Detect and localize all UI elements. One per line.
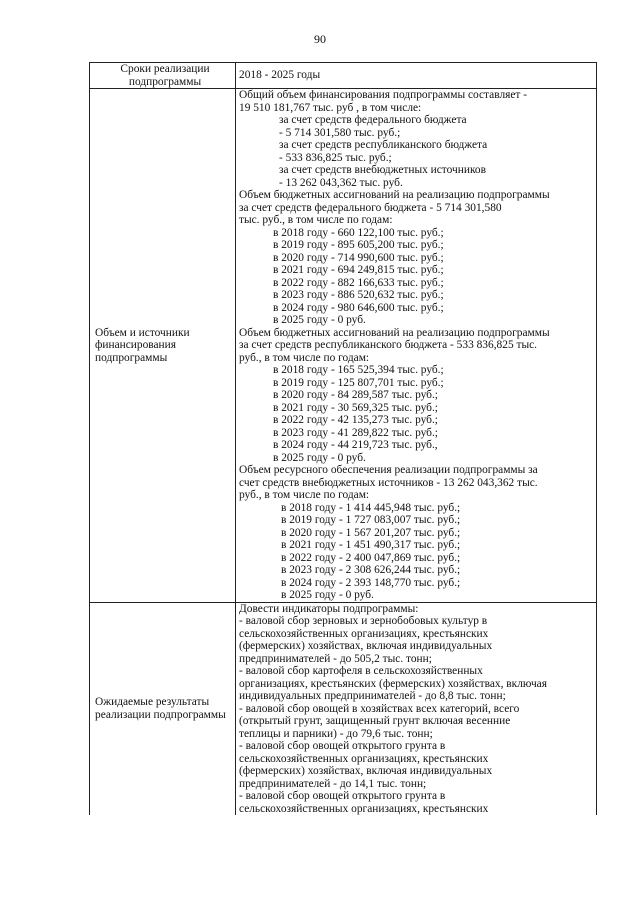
funding-text-line: в 2021 году - 30 569,325 тыс. руб.;	[273, 401, 438, 414]
funding-text-line: в 2023 году - 41 289,822 тыс. руб.;	[273, 426, 438, 439]
funding-text-line: в 2022 году - 2 400 047,869 тыс. руб.;	[281, 551, 461, 564]
funding-text-line: в 2021 году - 1 451 490,317 тыс. руб.;	[281, 539, 461, 551]
funding-text-line: в 2019 году - 1 727 083,007 тыс. руб.;	[281, 514, 461, 526]
results-text-line: сельскохозяйственных организациях, крестьянских	[239, 802, 489, 815]
table-row-terms	[90, 63, 597, 89]
funding-text-line: за счет средств республиканского бюджета	[279, 139, 488, 151]
subprogram-passport-table	[89, 62, 597, 815]
funding-text-line: в 2018 году - 1 414 445,948 тыс. руб.;	[281, 501, 461, 514]
results-label: Ожидаемые результаты реализации подпрограммы	[90, 602, 236, 815]
terms-label: Сроки реализации подпрограммы	[90, 63, 236, 89]
funding-text-line: Общий объем финансирования подпрограммы составляет -	[239, 89, 528, 101]
results-text-line: Довести индикаторы подпрограммы:	[239, 602, 419, 615]
funding-text-line: в 2023 году - 2 308 626,244 тыс. руб.;	[281, 564, 461, 576]
funding-text-line: в 2020 году - 714 990,600 тыс. руб.;	[273, 251, 444, 264]
results-value	[236, 602, 597, 815]
funding-text-line: в 2020 году - 1 567 201,207 тыс. руб.;	[281, 526, 461, 539]
results-text-line: (фермерских) хозяйствах, включая индивидуальных	[239, 640, 493, 652]
table-row-funding	[90, 89, 597, 603]
results-text-line: - валовой сбор овощей открытого грунта в	[239, 740, 446, 752]
results-text-line: - валовой сбор овощей открытого грунта в	[239, 790, 446, 802]
funding-value	[236, 89, 597, 603]
results-text-line: организациях, крестьянских (фермерских) хозяйствах, включая	[239, 677, 547, 690]
funding-text-line: Объем ресурсного обеспечения реализации подпрограммы за	[239, 464, 538, 476]
funding-text-line: за счет средств республиканского бюджета - 533 836,825 тыс.	[239, 339, 538, 351]
funding-text-line: в 2025 году - 0 руб.	[281, 589, 374, 601]
funding-text-line: в 2018 году - 165 525,394 тыс. руб.;	[273, 364, 444, 376]
funding-text-line: в 2018 году - 660 122,100 тыс. руб.;	[273, 226, 444, 239]
funding-text-line: Объем бюджетных ассигнований на реализацию подпрограммы	[239, 189, 550, 201]
funding-text-line: в 2021 году - 694 249,815 тыс. руб.;	[273, 264, 444, 276]
funding-text-line: в 2019 году - 125 807,701 тыс. руб.;	[273, 376, 444, 389]
funding-text-line: в 2023 году - 886 520,632 тыс. руб.;	[273, 289, 444, 301]
results-text-line: предпринимателей - до 505,2 тыс. тонн;	[239, 652, 432, 665]
terms-value: 2018 - 2025 годы	[236, 63, 597, 89]
results-text-line: - валовой сбор овощей в хозяйствах всех категорий, всего	[239, 702, 520, 715]
funding-text-line: за счет средств федерального бюджета	[279, 114, 467, 126]
funding-text-line: за счет средств федерального бюджета - 5 714 301,580	[239, 201, 502, 214]
funding-text-line: за счет средств внебюджетных источников	[279, 164, 486, 176]
funding-text-line: руб., в том числе по годам:	[239, 351, 370, 364]
table-row-results	[90, 602, 597, 815]
results-text-line: сельскохозяйственных организациях, крестьянских	[239, 752, 489, 765]
results-text-line: теплицы и парники) - до 79,6 тыс. тонн;	[239, 727, 433, 740]
page-number: 90	[314, 32, 326, 46]
funding-text-line: в 2022 году - 42 135,273 тыс. руб.;	[273, 414, 438, 426]
funding-text-line: 19 510 181,767 тыс. руб , в том числе:	[239, 101, 422, 114]
results-text-line: (фермерских) хозяйствах, включая индивидуальных	[239, 765, 493, 777]
results-text-line: - валовой сбор картофеля в сельскохозяйственных	[239, 665, 483, 677]
funding-text-line: в 2024 году - 980 646,600 тыс. руб.;	[273, 301, 444, 314]
funding-text-line: - 13 262 043,362 тыс. руб.	[279, 176, 403, 189]
results-text-line: - валовой сбор зерновых и зернобобовых культур в	[239, 615, 488, 627]
results-text-line: индивидуальных предпринимателей - до 8,8 тыс. тонн;	[239, 690, 506, 702]
funding-text-line: - 5 714 301,580 тыс. руб.;	[279, 126, 401, 139]
results-text-line: сельскохозяйственных организациях, крестьянских	[239, 627, 489, 640]
funding-text-line: в 2025 году - 0 руб.	[273, 314, 366, 326]
funding-text-line: Объем бюджетных ассигнований на реализацию подпрограммы	[239, 326, 550, 339]
funding-text-line: в 2019 году - 895 605,200 тыс. руб.;	[273, 239, 444, 251]
funding-label: Объем и источники финансирования подпрограммы	[90, 89, 236, 603]
results-text-line: предпринимателей - до 14,1 тыс. тонн;	[239, 777, 427, 790]
funding-text-line: в 2022 году - 882 166,633 тыс. руб.;	[273, 276, 444, 289]
results-text-line: (открытый грунт, защищенный грунт включая весенние	[239, 715, 511, 727]
funding-text-line: в 2020 году - 84 289,587 тыс. руб.;	[273, 389, 438, 401]
funding-text-line: в 2024 году - 44 219,723 тыс. руб.,	[273, 439, 438, 451]
funding-text-line: в 2025 году - 0 руб.	[273, 451, 366, 464]
funding-text-line: тыс. руб., в том числе по годам:	[239, 214, 393, 226]
funding-text-line: счет средств внебюджетных источников - 13 262 043,362 тыс.	[239, 476, 538, 489]
funding-text-line: в 2024 году - 2 393 148,770 тыс. руб.;	[281, 576, 461, 589]
funding-text-line: - 533 836,825 тыс. руб.;	[279, 151, 392, 164]
funding-text-line: руб., в том числе по годам:	[239, 489, 370, 501]
